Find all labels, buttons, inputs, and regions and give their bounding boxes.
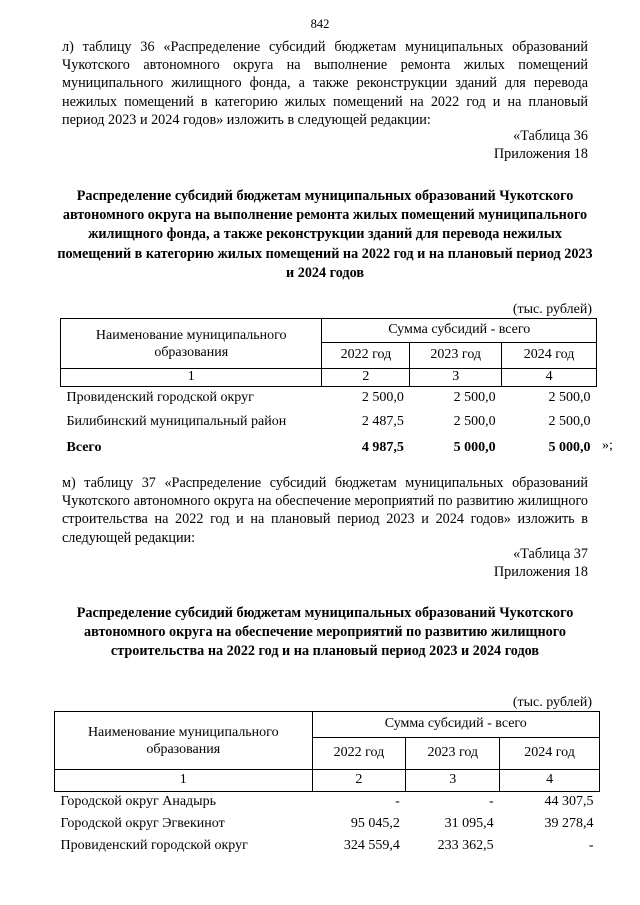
table-row [55, 792, 600, 814]
row-value-2022: - [395, 794, 400, 810]
table37-title: Распределение субсидий бюджетам муниципальных образований Чукотского автономного округа на обеспечение мероприятий по развитию жилищного строительства на 2022 год и на плановый период 2023 и 2024 годов [76, 605, 574, 660]
table37-colnum-4: 4 [500, 770, 600, 792]
table37-year-2023: 2023 год [406, 738, 500, 770]
table37-header-name: Наименование муниципального образования [55, 712, 313, 770]
table36-colnum-2: 2 [322, 369, 410, 387]
table36-units: (тыс. рублей) [512, 302, 592, 317]
row-value-2023: 2 500,0 [453, 390, 496, 406]
row-value-2022: 2 500,0 [361, 390, 404, 406]
table-row [61, 410, 597, 435]
table36-colnum-3: 3 [410, 369, 502, 387]
paragraph-l-text: л) таблицу 36 «Распределение субсидий бюджетам муниципальных образований Чукотского автономного округа на выполнение ремонта жилых помещений муниципального жилищного фонда, а также реконструкции зданий для перевода нежилых помещений в категорию жилых помещений на 2022 год и на плановый период 2023 и 2024 годов» изложить в следующей редакции: [62, 39, 588, 128]
total-value-2024: 5 000,0 [548, 439, 591, 455]
paragraph-m-text: м) таблицу 37 «Распределение субсидий бюджетам муниципальных образований Чукотского автономного округа на обеспечение мероприятий по развитию жилищного строительства на 2022 год и на плановый период 2023 и 2024 годов» изложить в следующей редакции: [62, 475, 588, 546]
table-row-total [61, 435, 597, 461]
table36-closing-mark: »; [602, 438, 613, 453]
row-value-2024: 44 307,5 [544, 794, 594, 810]
table37-units: (тыс. рублей) [512, 695, 592, 710]
table-row [55, 836, 600, 858]
total-value-2023: 5 000,0 [453, 439, 496, 455]
row-value-2023: 233 362,5 [437, 838, 494, 854]
table36-caption-line2: Приложения 18 [493, 146, 588, 162]
table37-colnum-1: 1 [55, 770, 313, 792]
row-value-2023: 2 500,0 [453, 414, 496, 430]
table-row [55, 814, 600, 836]
row-value-2022: 2 487,5 [361, 414, 404, 430]
table37-colnum-3: 3 [406, 770, 500, 792]
row-name: Городской округ Эгвекинот [60, 816, 225, 832]
table37-caption-line2: Приложения 18 [493, 564, 588, 580]
table37-caption-line1: «Таблица 37 [513, 546, 588, 562]
row-name: Провиденский городской округ [60, 838, 248, 854]
table37-year-2024: 2024 год [500, 738, 600, 770]
row-name: Городской округ Анадырь [60, 794, 216, 810]
table36-caption-line1: «Таблица 36 [513, 128, 588, 144]
table36-year-2022: 2022 год [322, 343, 410, 369]
table36-title: Распределение субсидий бюджетам муниципальных образований Чукотского автономного округа на выполнение ремонта жилых помещений муниципального жилищного фонда, а также реконструкции зданий для перевода нежилых помещений в категорию жилых помещений на 2022 год и на плановый период 2023 и 2024 годов [57, 188, 593, 281]
row-value-2024: 39 278,4 [544, 816, 594, 832]
table36-header-name: Наименование муниципального образования [61, 319, 322, 369]
table37 [54, 711, 600, 858]
row-value-2023: - [489, 794, 494, 810]
table36-colnum-4: 4 [502, 369, 597, 387]
row-value-2023: 31 095,4 [444, 816, 494, 832]
table37-year-2022: 2022 год [312, 738, 406, 770]
paragraph-l [62, 38, 588, 129]
row-value-2024: - [588, 838, 594, 854]
row-value-2024: 2 500,0 [548, 390, 591, 406]
table37-caption [494, 545, 588, 581]
row-value-2024: 2 500,0 [548, 414, 591, 430]
table-row [61, 386, 597, 410]
table36-year-2023: 2023 год [410, 343, 502, 369]
row-value-2022: 95 045,2 [350, 816, 400, 832]
table37-header-sum: Сумма субсидий - всего [312, 712, 599, 738]
row-name: Билибинский муниципальный район [66, 414, 287, 430]
table36-year-2024: 2024 год [502, 343, 597, 369]
table36-header-sum: Сумма субсидий - всего [322, 319, 597, 343]
row-name: Провиденский городской округ [66, 390, 254, 406]
paragraph-m [62, 474, 588, 547]
table36 [60, 318, 597, 461]
row-value-2022: 324 559,4 [343, 838, 400, 854]
table37-colnum-2: 2 [312, 770, 406, 792]
table36-colnum-1: 1 [61, 369, 322, 387]
page-number: 842 [310, 17, 330, 31]
total-label: Всего [66, 439, 102, 455]
table36-caption [494, 127, 588, 163]
total-value-2022: 4 987,5 [361, 439, 404, 455]
